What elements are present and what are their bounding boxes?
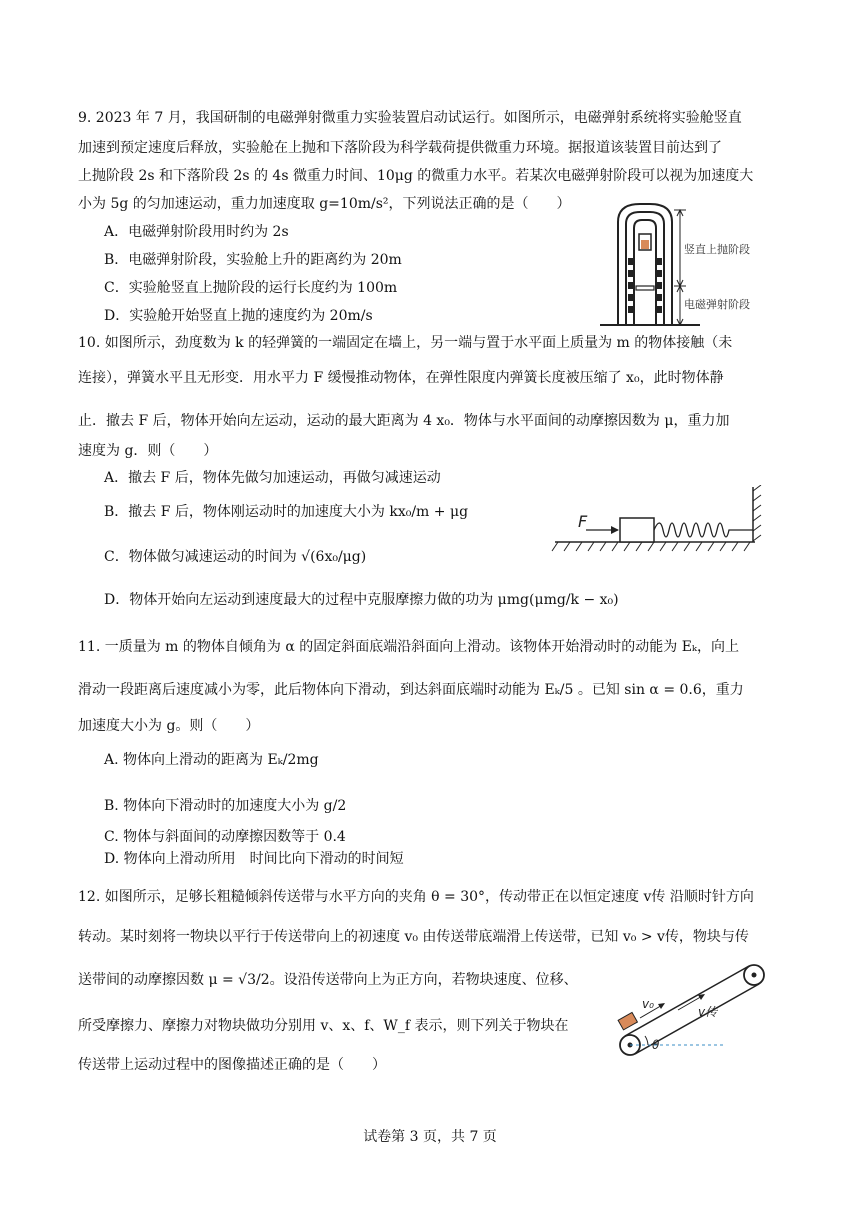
q12-line: 12. 如图所示，足够长粗糙倾斜传送带与水平方向的夹角 θ = 30°，传动带正在以恒定速度 v传 沿顺时针方向 — [78, 889, 754, 905]
page-footer: 试卷第 3 页，共 7 页 — [363, 1129, 497, 1145]
q10-option-b: B．撤去 F 后，物体刚运动时的加速度大小为 kx₀/m + μg — [104, 504, 469, 520]
q10-spring-figure — [550, 485, 765, 555]
q12-angle-label: θ — [652, 1038, 660, 1052]
q10-option-c: C．物体做匀减速运动的时间为 √(6x₀/μg) — [104, 549, 367, 565]
q12-line: 所受摩擦力、摩擦力对物块做功分别用 v、x、f、W_f 表示，则下列关于物块在 — [78, 1018, 569, 1034]
q11-line: 11. 一质量为 m 的物体自倾角为 α 的固定斜面底端沿斜面向上滑动。该物体开始滑动时的动能为 Eₖ，向上 — [78, 639, 740, 655]
q9-line: 上抛阶段 2s 和下落阶段 2s 的 4s 微重力时间、10μg 的微重力水平。若某次电磁弹射阶段可以视为加速度大 — [78, 168, 754, 184]
q11-option-d: D. 物体向上滑动所用 时间比向下滑动的时间短 — [104, 851, 404, 867]
q10-line: 连接），弹簧水平且无形变．用水平力 F 缓慢推动物体，在弹性限度内弹簧长度被压缩了 x₀，此时物体静 — [78, 370, 724, 386]
q10-line: 10. 如图所示，劲度数为 k 的轻弹簧的一端固定在墙上，另一端与置于水平面上质量为 m 的物体接触（未 — [78, 335, 733, 351]
q12-v0-label: v₀ — [642, 997, 654, 1011]
q12-line: 转动。某时刻将一物块以平行于传送带向上的初速度 v₀ 由传送带底端滑上传送带，已知 v₀ > v传，物块与传 — [78, 929, 749, 945]
q10-option-d: D．物体开始向左运动到速度最大的过程中克服摩擦力做的功为 μmg(μmg/k − x₀) — [104, 592, 619, 608]
q11-line: 滑动一段距离后速度减小为零，此后物体向下滑动，到达斜面底端时动能为 Eₖ/5 。已知 sin α = 0.6，重力 — [78, 682, 744, 698]
q9-line: 加速到预定速度后释放，实验舱在上抛和下落阶段为科学载荷提供微重力环境。据报道该装置目前达到了 — [78, 140, 722, 156]
q11-line: 加速度大小为 g。则（ ） — [78, 718, 260, 734]
q10-line: 止．撤去 F 后，物体开始向左运动，运动的最大距离为 4 x₀．物体与水平面间的动摩擦因数为 μ，重力加 — [78, 413, 730, 429]
q11-option-c: C. 物体与斜面间的动摩擦因数等于 0.4 — [104, 829, 346, 845]
q10-line: 速度为 g．则（ ） — [78, 443, 218, 459]
q12-line: 送带间的动摩擦因数 μ = √3/2。设沿传送带向上为正方向，若物块速度、位移、 — [78, 972, 578, 988]
q12-conveyor-figure — [608, 960, 798, 1070]
q12-belt-speed-label: v传 — [698, 1005, 718, 1019]
q9-option-c: C．实验舱竖直上抛阶段的运行长度约为 100m — [104, 280, 398, 296]
q9-line: 9. 2023 年 7 月，我国研制的电磁弹射微重力实验装置启动试运行。如图所示，电磁弹射系统将实验舱竖直 — [78, 110, 742, 126]
q9-launcher-figure — [600, 200, 800, 330]
q11-option-a: A. 物体向上滑动的距离为 Eₖ/2mg — [104, 752, 319, 768]
q9-option-a: A．电磁弹射阶段用时约为 2s — [104, 224, 289, 240]
q9-line: 小为 5g 的匀加速运动，重力加速度取 g=10m/s²，下列说法正确的是（ ） — [78, 196, 571, 212]
q9-option-d: D．实验舱开始竖直上抛的速度约为 20m/s — [104, 308, 373, 324]
q11-option-b: B. 物体向下滑动时的加速度大小为 g/2 — [104, 798, 347, 814]
q10-force-label: F — [578, 512, 588, 531]
q12-line: 传送带上运动过程中的图像描述正确的是（ ） — [78, 1057, 386, 1073]
q10-option-a: A．撤去 F 后，物体先做匀加速运动，再做匀减速运动 — [104, 470, 441, 486]
q9-label-launch: 电磁弹射阶段 — [684, 298, 750, 311]
q9-option-b: B．电磁弹射阶段，实验舱上升的距离约为 20m — [104, 252, 402, 268]
q9-label-upthrow: 竖直上抛阶段 — [684, 243, 750, 256]
